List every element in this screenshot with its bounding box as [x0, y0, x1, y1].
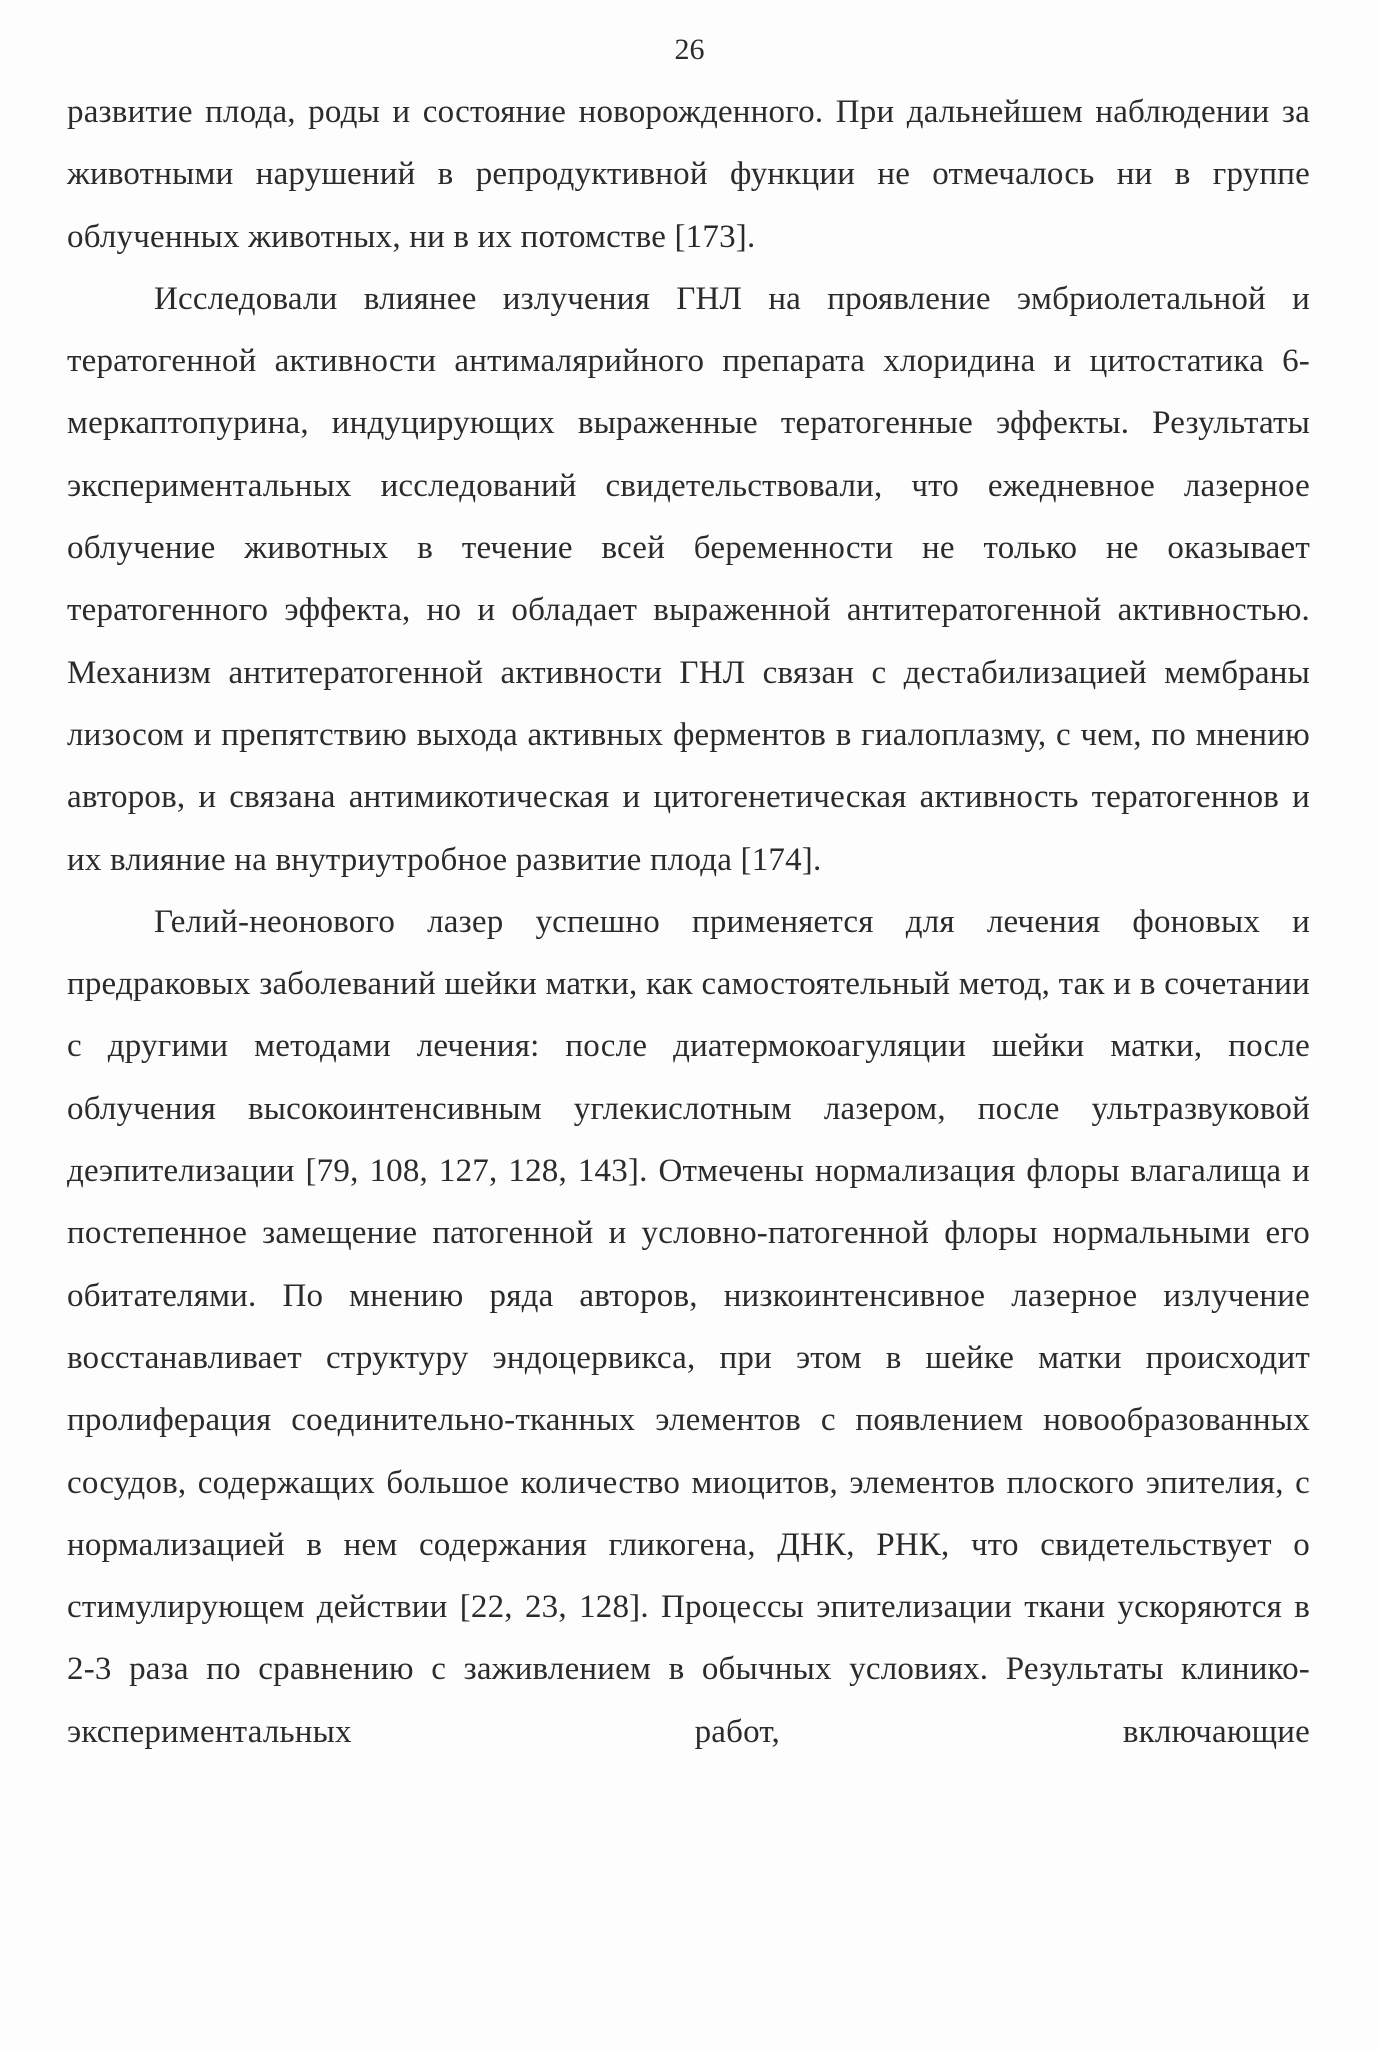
page-number: 26	[674, 33, 705, 66]
paragraph-continuation: развитие плода, роды и состояние новорожденного. При дальнейшем наблюдении за животными нарушений в репродуктивной функции не отмечалось ни в группе облученных животных, ни в их потомстве [173].	[67, 94, 1310, 255]
body-text	[67, 81, 1310, 1763]
paragraph-helium-neon-laser: Гелий-неонового лазер успешно применяется для лечения фоновых и предраковых заболеваний шейки матки, как самостоятельный метод, так и в сочетании с другими методами лечения: после диатермокоагуляции шейки матки, после облучения высокоинтенсивным углекислотным лазером, после ультразвуковой деэпителизации [79, 108, 127, 128, 143]. Отмечены нормализация флоры влагалища и постепенное замещение патогенной и условно-патогенной флоры нормальными его обитателями. По мнению ряда авторов, низкоинтенсивное лазерное излучение восстанавливает структуру эндоцервикса, при этом в шейке матки происходит пролиферация соединительно-тканных элементов с появлением новообразованных сосудов, содержащих большое количество миоцитов, элементов плоского эпителия, с нормализацией в нем содержания гликогена, ДНК, РНК, что свидетельствует о стимулирующем действии [22, 23, 128]. Процессы эпителизации ткани ускоряются в 2-3 раза по сравнению с заживлением в обычных условиях. Результаты клинико-экспериментальных работ, включающие	[67, 903, 1310, 1750]
paragraph-laser-teratogenic: Исследовали влиянее излучения ГНЛ на проявление эмбриолетальной и тератогенной активности антималярийного препарата хлоридина и цитостатика 6-меркаптопурина, индуцирующих выраженные тератогенные эффекты. Результаты экспериментальных исследований свидетельствовали, что ежедневное лазерное облучение животных в течение всей беременности не только не оказывает тератогенного эффекта, но и обладает выраженной антитератогенной активностью. Механизм антитератогенной активности ГНЛ связан с дестабилизацией мембраны лизосом и препятствию выхода активных ферментов в гиалоплазму, с чем, по мнению авторов, и связана антимикотическая и цитогенетическая активность тератогеннов и их влияние на внутриутробное развитие плода [174].	[67, 280, 1310, 878]
